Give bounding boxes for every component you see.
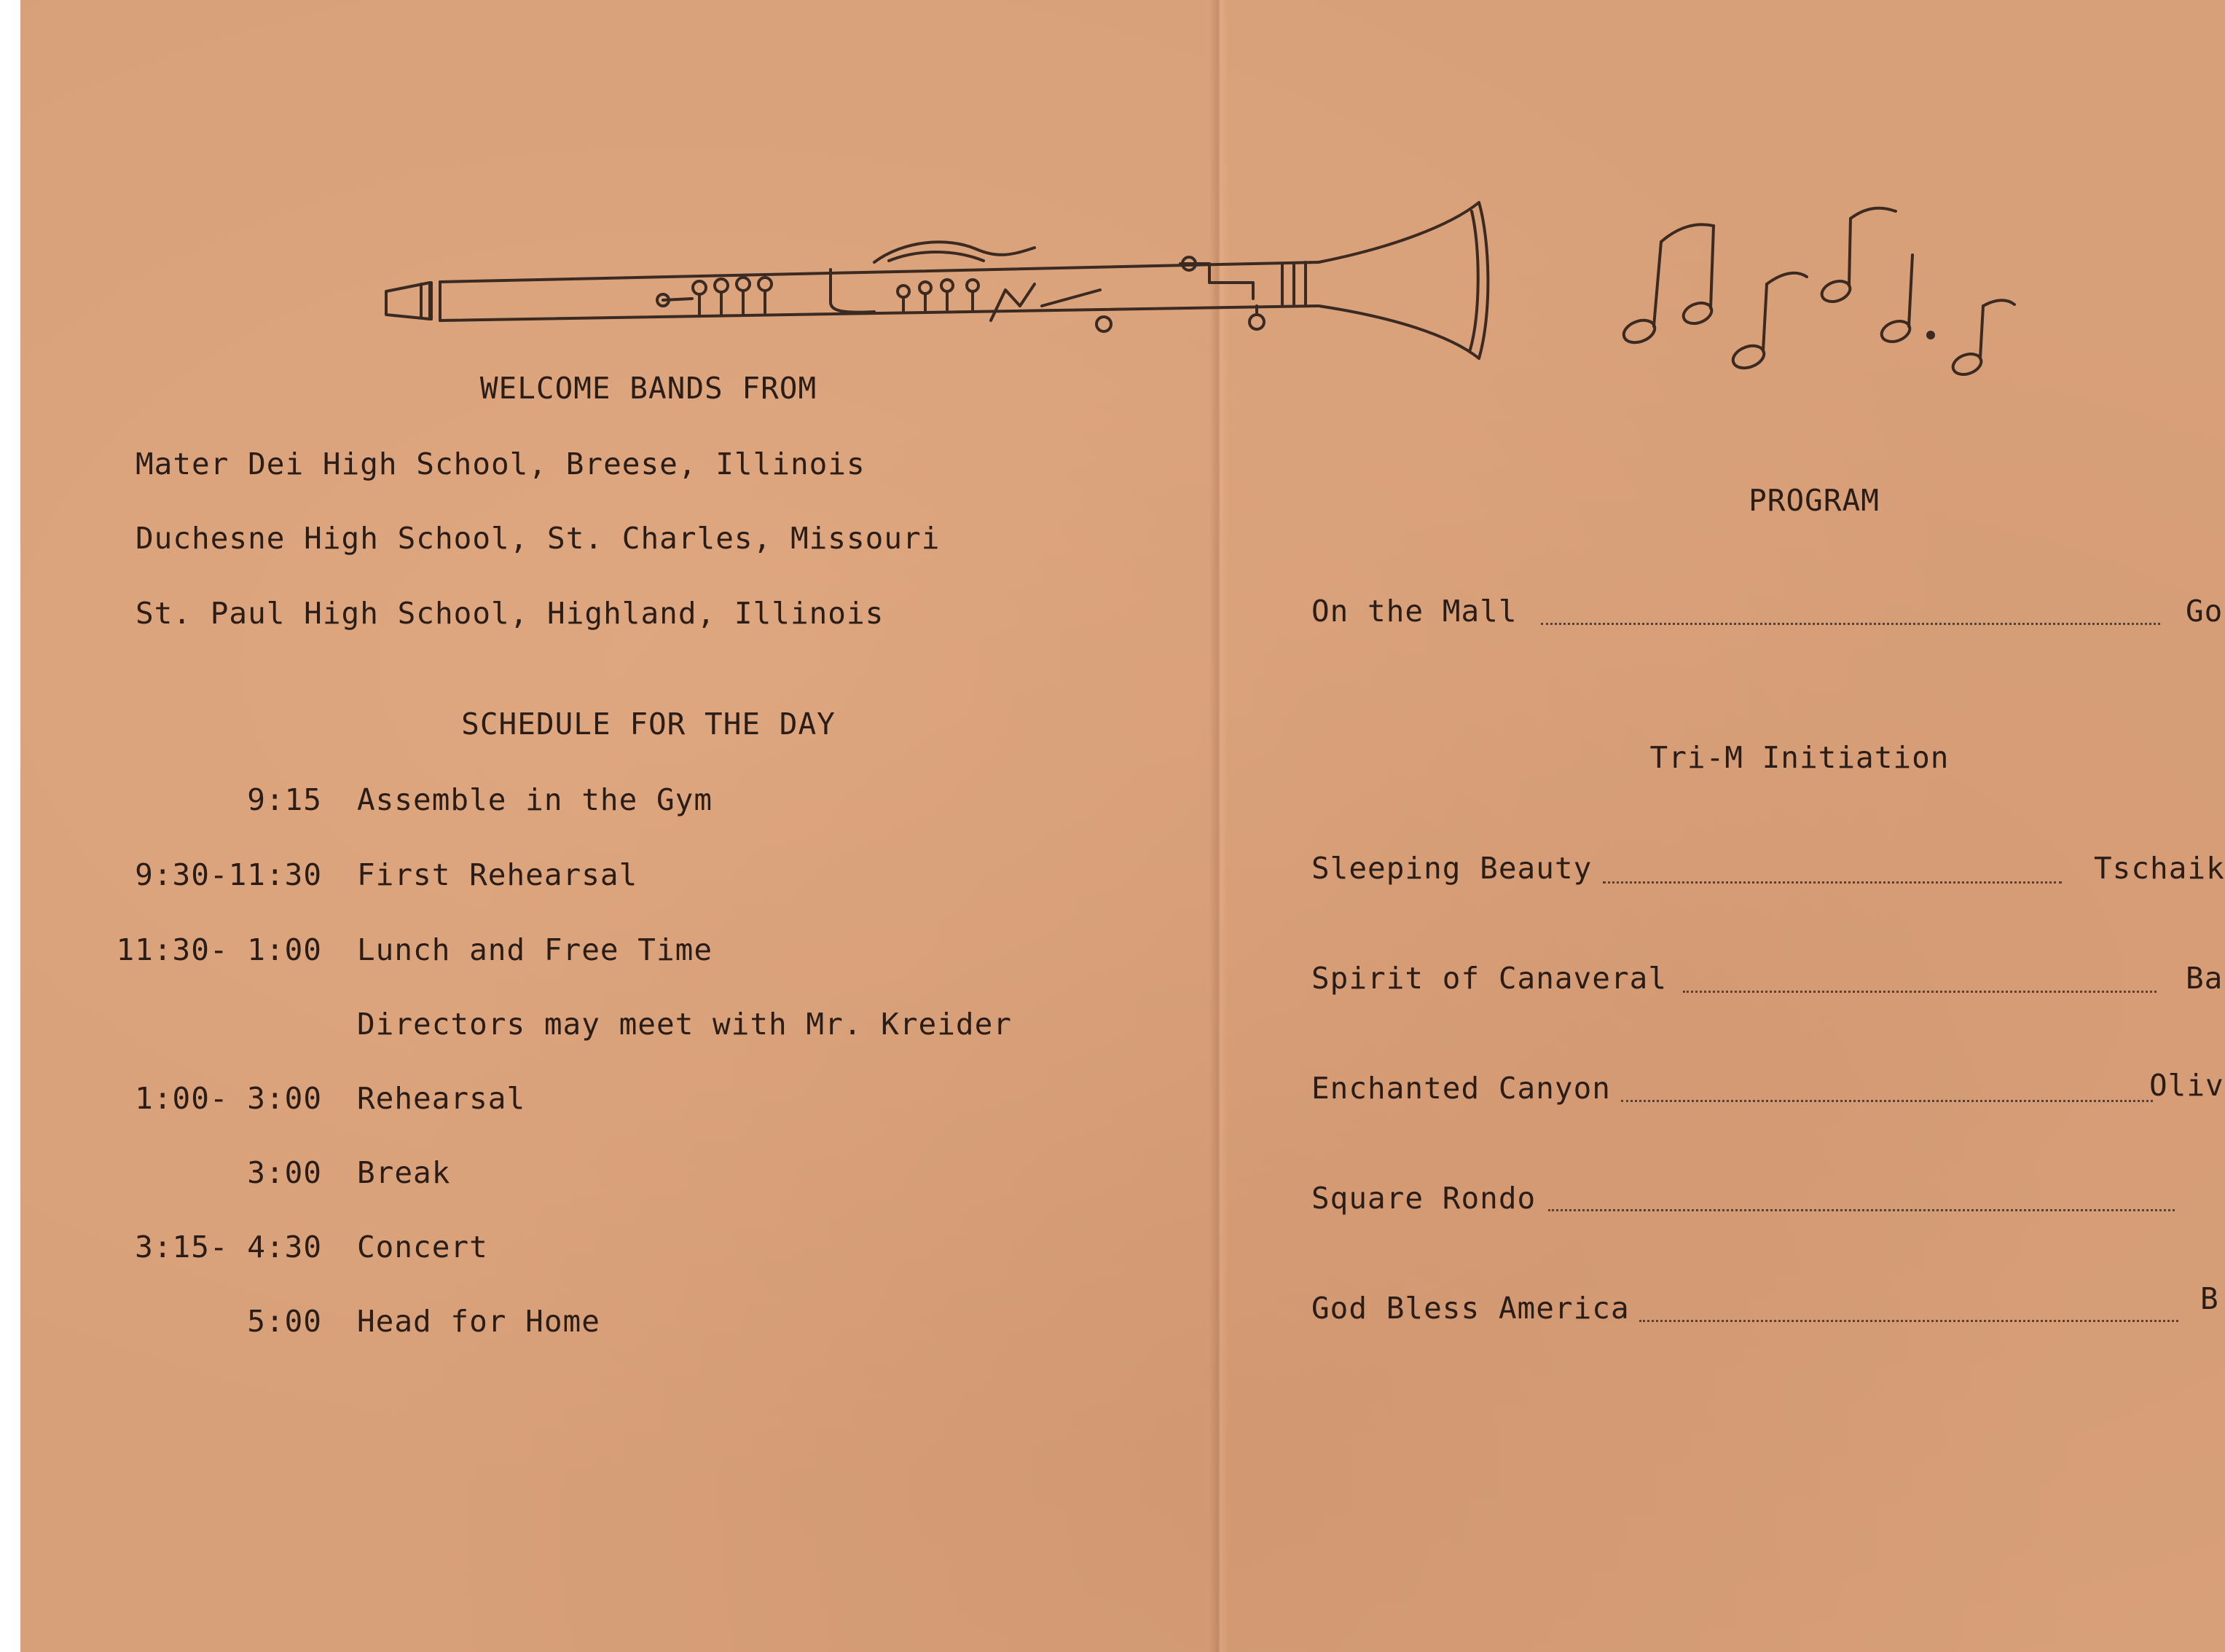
band-item: Mater Dei High School, Breese, Illinois (136, 447, 866, 481)
program-title: Enchanted Canyon (1311, 1071, 1611, 1106)
schedule-time: 9:30-11:30 (135, 857, 322, 892)
schedule-event: Rehearsal (357, 1081, 526, 1116)
program-composer: Tschaik (2094, 851, 2225, 886)
schedule-time: 1:00- 3:00 (135, 1081, 322, 1116)
schedule-time: 3:15- 4:30 (135, 1230, 322, 1264)
leader-dots (1603, 881, 2062, 884)
schedule-event: First Rehearsal (357, 857, 638, 892)
leader-dots (1548, 1209, 2175, 1211)
program-composer: Oliv (2149, 1068, 2224, 1103)
program-title: Square Rondo (1311, 1181, 1537, 1216)
program-composer: Ba (2186, 961, 2224, 996)
schedule-time: 3:00 (247, 1155, 322, 1190)
program-composer: B (2200, 1281, 2219, 1316)
welcome-heading: WELCOME BANDS FROM (479, 371, 817, 406)
schedule-heading: SCHEDULE FOR THE DAY (461, 707, 836, 742)
clarinet-drawing (379, 197, 1494, 371)
schedule-time: 11:30- 1:00 (116, 932, 322, 967)
schedule-time: 5:00 (247, 1304, 322, 1339)
leader-dots (1639, 1320, 2178, 1322)
schedule-event: Break (357, 1155, 451, 1190)
program-heading: PROGRAM (1749, 483, 1880, 518)
leader-dots (1683, 991, 2157, 993)
program-title: Spirit of Canaveral (1311, 961, 1667, 996)
schedule-event: Concert (357, 1230, 488, 1264)
schedule-time: 9:15 (247, 782, 322, 817)
schedule-note: Directors may meet with Mr. Kreider (357, 1007, 1012, 1042)
schedule-event: Head for Home (357, 1304, 600, 1339)
band-item: St. Paul High School, Highland, Illinois (136, 596, 884, 631)
program-title: Sleeping Beauty (1311, 851, 1593, 886)
schedule-event: Lunch and Free Time (357, 932, 713, 967)
leader-dots (1541, 623, 2160, 625)
leader-dots (1621, 1100, 2153, 1102)
schedule-event: Assemble in the Gym (357, 782, 713, 817)
music-notes-drawing (1610, 197, 2018, 386)
program-title: God Bless America (1311, 1291, 1630, 1326)
program-title: On the Mall (1311, 594, 1518, 629)
program-composer: Go (2186, 594, 2224, 629)
tri-m-initiation: Tri-M Initiation (1649, 740, 1950, 775)
band-item: Duchesne High School, St. Charles, Missouri (136, 521, 941, 556)
